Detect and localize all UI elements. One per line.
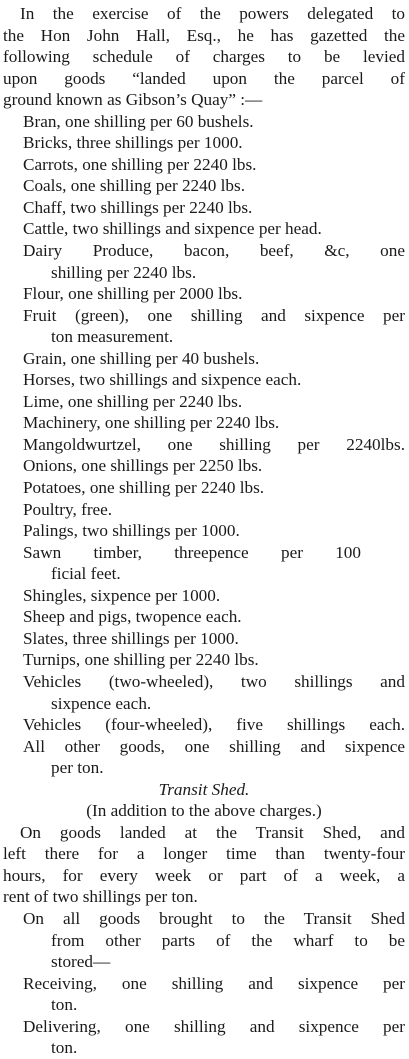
schedule-item: Flour, one shilling per 2000 lbs. [23,284,243,304]
schedule-item: Turnips, one shilling per 2240 lbs. [23,650,259,670]
schedule-item: Shingles, sixpence per 1000. [23,585,221,605]
schedule-item: Horses, two shillings and sixpence each. [23,370,302,390]
schedule-item-continuation: sixpence each. [51,693,152,713]
schedule-item: Machinery, one shilling per 2240 lbs. [23,413,280,433]
schedule-item: All other goods, one shilling and sixpence [23,736,405,756]
schedule-item: Vehicles (two-wheeled), two shillings and [23,671,405,691]
section-note: (In addition to the above charges.) [86,801,322,821]
schedule-item: Sheep and pigs, twopence each. [23,607,242,627]
schedule-item: Dairy Produce, bacon, beef, &c, one [23,241,405,261]
transit-paragraph-line: On goods landed at the Transit Shed, and [20,822,405,842]
schedule-item-continuation: shilling per 2240 lbs. [51,262,197,282]
schedule-item: Potatoes, one shilling per 2240 lbs. [23,478,265,498]
section-heading: Transit Shed. [158,779,250,799]
schedule-item: Onions, one shillings per 2250 lbs. [23,456,263,476]
intro-line: upon goods “landed upon the parcel of [3,68,405,88]
transit-paragraph-line: stored— [51,952,111,972]
transit-paragraph-line: rent of two shillings per ton. [3,887,198,907]
transit-paragraph-line: from other parts of the wharf to be [51,930,405,950]
schedule-item: Grain, one shilling per 40 bushels. [23,348,260,368]
delivering-charge: Delivering, one shilling and sixpence per [23,1016,405,1036]
charges-schedule [3,111,405,779]
schedule-item: Coals, one shilling per 2240 lbs. [23,176,245,196]
transit-shed-section [3,779,405,1059]
schedule-item: Poultry, free. [23,499,113,519]
transit-paragraph-line: On all goods brought to the Transit Shed [23,908,405,928]
receiving-charge-continuation: ton. [51,995,78,1015]
schedule-item: Sawn timber, threepence per 100 [23,542,361,562]
intro-line: ground known as Gibson’s Quay” :— [3,90,263,110]
schedule-item-continuation: ton measurement. [51,327,174,347]
intro-line: the Hon John Hall, Esq., he has gazetted the [3,25,405,45]
schedule-item: Palings, two shillings per 1000. [23,521,240,541]
schedule-item: Fruit (green), one shilling and sixpence per [23,305,405,325]
transit-paragraph-line: left there for a longer time than twenty-four [3,844,405,864]
schedule-item: Cattle, two shillings and sixpence per head. [23,219,322,239]
intro-line: following schedule of charges to be levied [3,47,405,67]
schedule-item: Bricks, three shillings per 1000. [23,133,243,153]
intro-line: In the exercise of the powers delegated to [20,4,405,23]
schedule-item: Bran, one shilling per 60 bushels. [23,111,254,131]
delivering-charge-continuation: ton. [51,1038,78,1058]
schedule-item: Mangoldwurtzel, one shilling per 2240lbs. [23,434,405,454]
receiving-charge: Receiving, one shilling and sixpence per [23,973,405,993]
schedule-item: Vehicles (four-wheeled), five shillings each. [23,715,405,735]
schedule-item: Slates, three shillings per 1000. [23,628,239,648]
schedule-item-continuation: per ton. [51,758,104,778]
schedule-item-continuation: ficial feet. [51,564,121,584]
schedule-item: Chaff, two shillings per 2240 lbs. [23,197,253,217]
intro-paragraph [3,3,405,111]
schedule-item: Lime, one shilling per 2240 lbs. [23,391,243,411]
transit-paragraph-line: hours, for every week or part of a week, a [3,865,405,885]
schedule-item: Carrots, one shilling per 2240 lbs. [23,154,257,174]
